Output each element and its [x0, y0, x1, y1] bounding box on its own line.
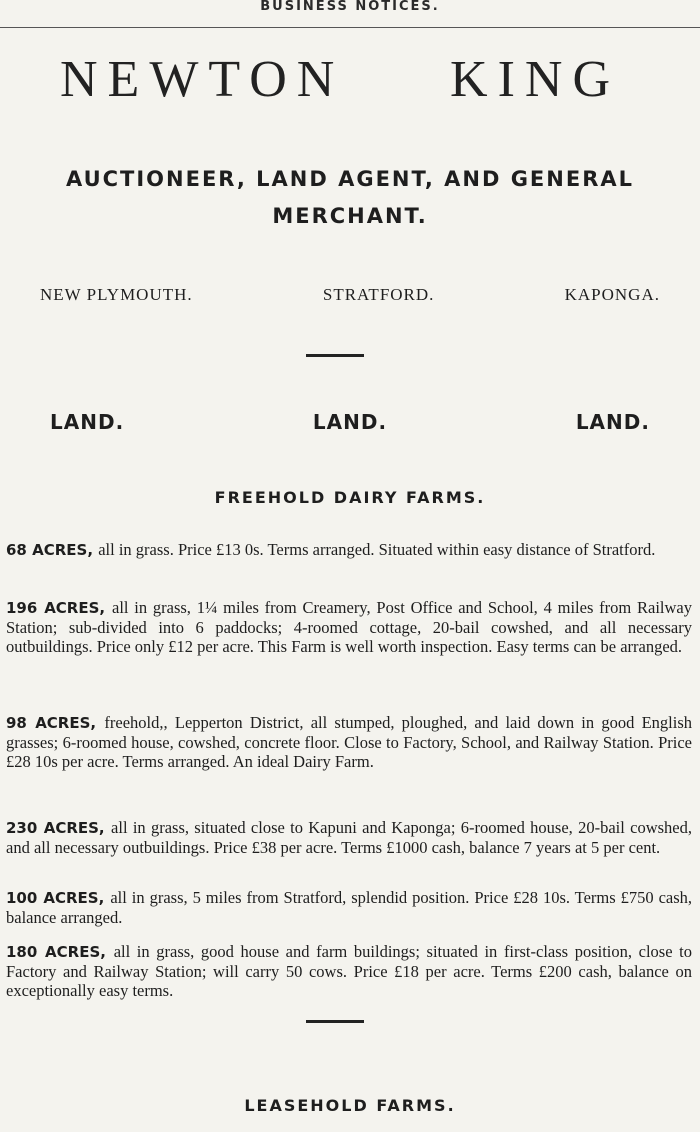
- listing-text: all in grass, 1¼ miles from Creamery, Post Office and School, 4 miles from Railway Station; sub-divided into 6 paddocks; 4-roomed cottage, 20-bail cowshed, and all necessary outbuildings. Price only £12 per acre. This Farm is well worth inspection. Easy terms can be arranged.: [6, 598, 692, 656]
- listing-text: all in grass, good house and farm buildings; situated in first-class position, close to Factory and Railway Station; will carry 50 cows. Price £18 per acre. Terms £200 cash, balance on exceptionally easy terms.: [6, 942, 692, 1000]
- land-labels-row: [50, 410, 650, 434]
- land-label: LAND.: [50, 410, 125, 434]
- listing-text: all in grass, situated close to Kapuni and Kaponga; 6-roomed house, 20-bail cowshed, and all necessary outbuildings. Price £38 per acre. Terms £1000 cash, balance 7 years at 5 per cent.: [6, 818, 692, 857]
- subtitle-line-1: AUCTIONEER, LAND AGENT, AND GENERAL: [65, 167, 635, 191]
- listing-acres: 100 ACRES,: [6, 889, 111, 907]
- locations-row: [40, 285, 660, 305]
- listing-item: [6, 598, 692, 656]
- listing-text: all in grass, 5 miles from Stratford, splendid position. Price £28 10s. Terms £750 cash, balance arranged.: [6, 888, 693, 927]
- listing-acres: 230 ACRES,: [6, 819, 112, 837]
- listing-text: freehold,, Lepperton District, all stumped, ploughed, and laid down in good English grasses; 6-roomed house, cowshed, concrete floor. Close to Factory, School, and Railway Station. Price £28 10s per acre. Terms arranged. An ideal Dairy Farm.: [6, 713, 692, 771]
- land-label: LAND.: [575, 410, 650, 434]
- listing-item: [6, 942, 692, 1000]
- listing-item: [6, 713, 692, 771]
- listing-item: [6, 888, 692, 927]
- listing-acres: 196 ACRES,: [6, 599, 112, 617]
- subtitle-line-2: MERCHANT.: [272, 204, 428, 228]
- location-kaponga: KAPONGA.: [564, 285, 660, 304]
- location-stratford: STRATFORD.: [322, 285, 435, 304]
- location-new-plymouth: NEW PLYMOUTH.: [40, 285, 193, 304]
- firm-name-first: NEWTON: [60, 51, 345, 108]
- top-rule: [0, 27, 700, 28]
- land-label: LAND.: [312, 410, 388, 434]
- listing-acres: 98 ACRES,: [6, 714, 105, 732]
- firm-name-last: KING: [450, 51, 620, 108]
- listing-acres: 180 ACRES,: [6, 943, 114, 961]
- divider-rule: [306, 1020, 364, 1023]
- listing-item: [6, 818, 692, 857]
- running-head: BUSINESS NOTICES.: [260, 0, 440, 14]
- section-heading-leasehold: LEASEHOLD FARMS.: [244, 1096, 456, 1115]
- listing-text: all in grass. Price £13 0s. Terms arranged. Situated within easy distance of Stratford.: [98, 540, 656, 559]
- divider-rule: [306, 354, 364, 357]
- listing-item: [6, 540, 692, 560]
- firm-name: [60, 50, 620, 110]
- section-heading-freehold: FREEHOLD DAIRY FARMS.: [214, 488, 486, 507]
- listing-acres: 68 ACRES,: [6, 541, 99, 559]
